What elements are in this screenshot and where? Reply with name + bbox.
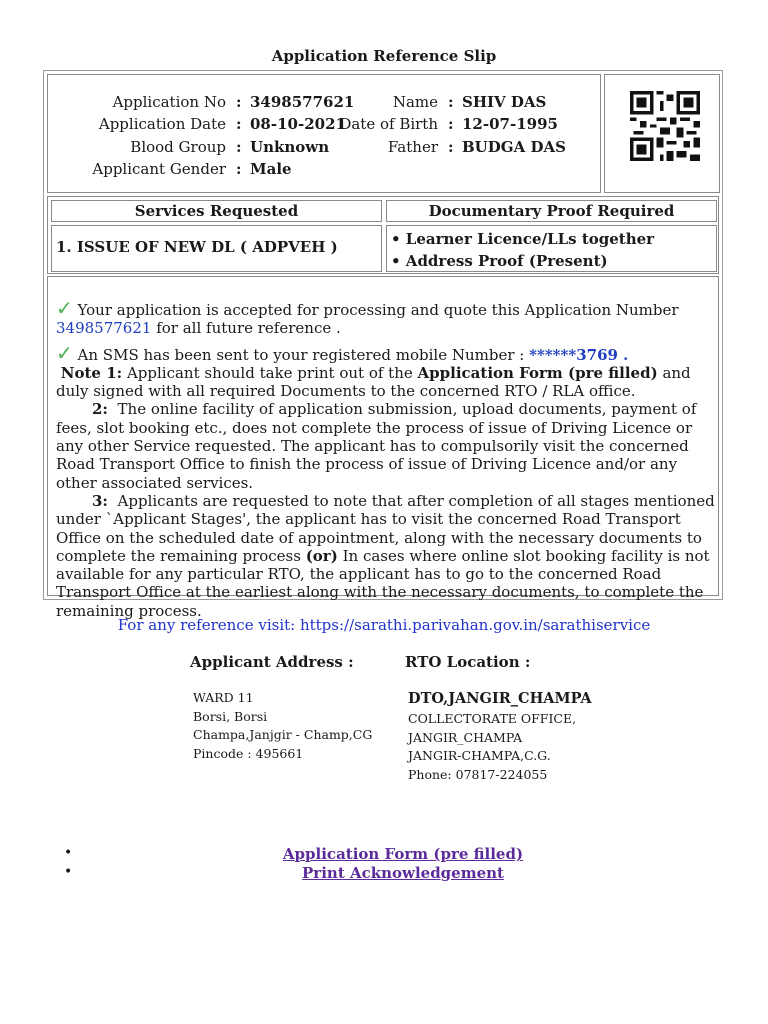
proof-cell: [386, 225, 717, 272]
rto-location-heading: RTO Location :: [405, 653, 531, 671]
colon: :: [236, 160, 242, 178]
blood-group-value: Unknown: [250, 138, 330, 156]
bullet: •: [64, 864, 73, 880]
applicant-address-heading: Applicant Address :: [190, 653, 354, 671]
slip-frame: [43, 70, 723, 620]
address-line: Borsi, Borsi: [193, 708, 268, 724]
colon: :: [236, 93, 242, 111]
qr-code-icon: [630, 91, 700, 161]
application-date-value: 08-10-2021: [250, 115, 346, 133]
mobile-number: ******3769 .: [529, 345, 629, 364]
services-header: Services Requested: [51, 200, 382, 222]
rto-line: Phone: 07817-224055: [408, 766, 548, 782]
rto-line: JANGIR-CHAMPA,C.G.: [408, 748, 551, 763]
application-form-link[interactable]: Application Form (pre filled): [282, 845, 524, 863]
applicant-info-box: [47, 74, 601, 193]
bullet: •: [64, 845, 73, 861]
sms-message: ✓ An SMS has been sent to your registered mobile Number : ******3769 .: [56, 340, 629, 365]
colon: :: [448, 93, 454, 111]
name-value: SHIV DAS: [462, 93, 547, 111]
messages-box: [47, 276, 719, 620]
application-number-link: 3498577621: [56, 319, 152, 338]
qr-box: [604, 74, 720, 193]
print-acknowledgement-link[interactable]: Print Acknowledgement: [302, 864, 504, 882]
page-title: Application Reference Slip: [271, 47, 497, 65]
application-no-value: 3498577621: [250, 93, 355, 111]
gender-label: Applicant Gender: [92, 160, 226, 178]
address-line: Champa,Janjgir - Champ,CG: [193, 727, 373, 742]
dob-value: 12-07-1995: [462, 115, 558, 133]
name-label: Name: [392, 93, 438, 111]
applicant-address: [193, 689, 372, 763]
check-icon: ✓: [56, 340, 73, 365]
check-icon: ✓: [56, 296, 73, 320]
colon: :: [448, 138, 454, 156]
blood-group-label: Blood Group: [130, 138, 226, 156]
colon: :: [236, 138, 242, 156]
note-1: Note 1: Applicant should take print out of the Application Form (pre filled) and duly signed with all required Documents to the concerned RTO / RLA office.: [56, 363, 691, 401]
gender-value: Male: [250, 160, 292, 178]
colon: :: [448, 115, 454, 133]
proof-header: Documentary Proof Required: [386, 200, 717, 222]
service-item: 1. ISSUE OF NEW DL ( ADPVEH ): [56, 238, 338, 256]
rto-name: DTO,JANGIR_CHAMPA: [408, 690, 592, 707]
father-label: Father: [387, 138, 438, 156]
father-value: BUDGA DAS: [462, 138, 566, 156]
colon: :: [236, 115, 242, 133]
application-no-label: Application No: [112, 93, 226, 111]
note-3: 3: Applicants are requested to note that after completion of all stages mentioned under `Applicant Stages', the applicant has to visit the concerned Road Transport Office on the scheduled date of appointment, along with the necessary documents to complete the remaining process (or) In cases where online slot booking facility is not available for any particular RTO, the applicant has to go to the concerned Road Transport Office at the earliest along with the necessary documents, to complete the remaining process.: [56, 491, 715, 620]
address-line: Pincode : 495661: [193, 745, 304, 761]
note-2: 2: The online facility of application submission, upload documents, payment of fees, slot booking etc., does not complete the process of issue of Driving Licence or any other Service requested. The applicant has to compulsorily visit the concerned Road Transport Office to finish the process of issue of Driving Licence and/or any other associated services.: [56, 400, 697, 492]
application-date-label: Application Date: [98, 115, 226, 133]
service-cell: [51, 225, 382, 272]
reference-link[interactable]: For any reference visit: https://sarathi.parivahan.gov.in/sarathiservice: [117, 616, 651, 634]
rto-line: COLLECTORATE OFFICE,: [408, 711, 577, 726]
message-text: [56, 296, 716, 620]
rto-address: [408, 710, 576, 784]
accepted-message: ✓ Your application is accepted for processing and quote this Application Number 3498577621 for all future reference .: [56, 296, 679, 338]
proof-item: • Address Proof (Present): [391, 252, 608, 270]
services-table: [47, 196, 719, 274]
proof-item: • Learner Licence/LLs together: [391, 230, 655, 248]
address-line: WARD 11: [193, 690, 254, 705]
dob-label: Date of Birth: [339, 115, 438, 133]
rto-line: JANGIR_CHAMPA: [408, 729, 523, 745]
